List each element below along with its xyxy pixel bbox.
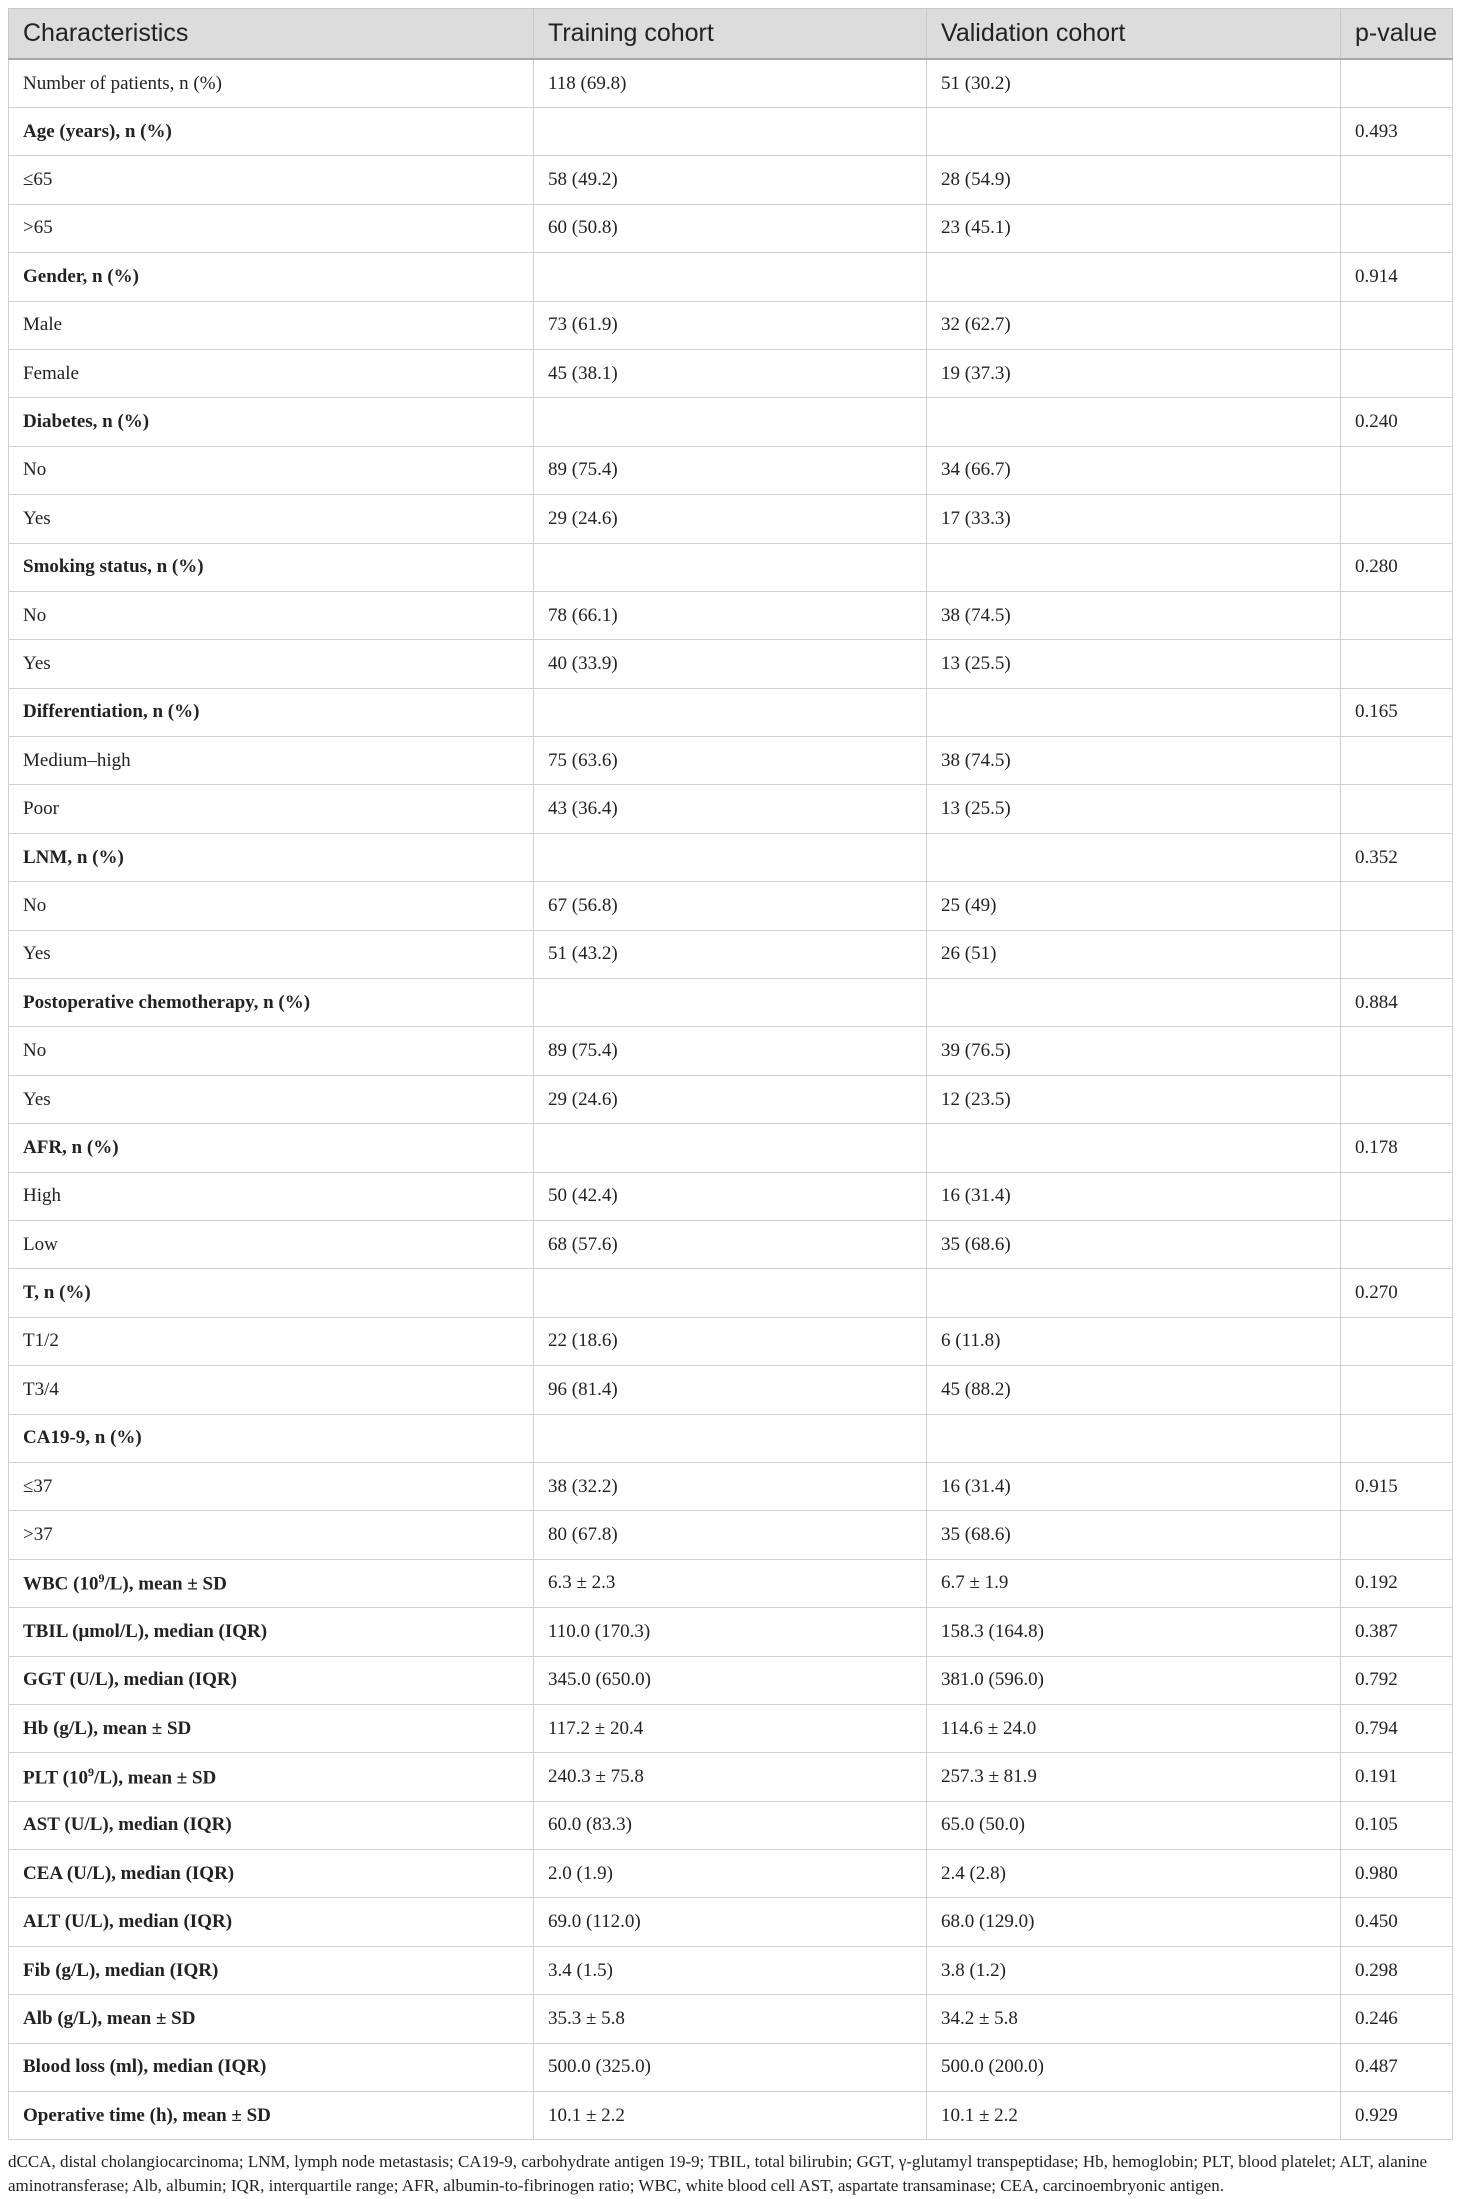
cell-characteristic xyxy=(9,1753,534,1801)
cell-p-value: 0.884 xyxy=(1341,979,1453,1027)
table-row xyxy=(9,301,1453,349)
table-row xyxy=(9,1753,1453,1801)
header-training-cohort: Training cohort xyxy=(534,9,927,60)
cell-validation: 158.3 (164.8) xyxy=(927,1608,1341,1656)
cell-training: 38 (32.2) xyxy=(534,1462,927,1510)
characteristics-table xyxy=(8,8,1453,2140)
table-row xyxy=(9,1462,1453,1510)
cell-characteristic: AFR, n (%) xyxy=(9,1124,534,1172)
cell-training xyxy=(534,1414,927,1462)
table-row xyxy=(9,253,1453,301)
cell-validation: 6 (11.8) xyxy=(927,1317,1341,1365)
cell-p-value xyxy=(1341,156,1453,204)
cell-characteristic: Medium–high xyxy=(9,737,534,785)
cell-training: 96 (81.4) xyxy=(534,1366,927,1414)
cell-validation: 38 (74.5) xyxy=(927,737,1341,785)
cell-p-value: 0.192 xyxy=(1341,1559,1453,1607)
cell-training: 75 (63.6) xyxy=(534,737,927,785)
cell-characteristic: ALT (U/L), median (IQR) xyxy=(9,1898,534,1946)
cell-validation: 114.6 ± 24.0 xyxy=(927,1704,1341,1752)
cell-p-value xyxy=(1341,882,1453,930)
cell-characteristic: Age (years), n (%) xyxy=(9,108,534,156)
cell-p-value: 0.794 xyxy=(1341,1704,1453,1752)
cell-p-value: 0.352 xyxy=(1341,833,1453,881)
cell-characteristic-text-rest: /L), mean ± SD xyxy=(104,1573,227,1595)
cell-p-value xyxy=(1341,737,1453,785)
cell-validation xyxy=(927,688,1341,736)
table-row xyxy=(9,1075,1453,1123)
cell-training xyxy=(534,253,927,301)
cell-p-value: 0.792 xyxy=(1341,1656,1453,1704)
cell-training: 68 (57.6) xyxy=(534,1220,927,1268)
cell-training: 89 (75.4) xyxy=(534,1027,927,1075)
table-row xyxy=(9,979,1453,1027)
cell-characteristic xyxy=(9,1559,534,1607)
cell-validation: 12 (23.5) xyxy=(927,1075,1341,1123)
cell-training: 58 (49.2) xyxy=(534,156,927,204)
table-row xyxy=(9,688,1453,736)
cell-validation: 381.0 (596.0) xyxy=(927,1656,1341,1704)
table-row xyxy=(9,1656,1453,1704)
cell-characteristic-superscript: 9 xyxy=(98,1571,105,1586)
cell-validation: 68.0 (129.0) xyxy=(927,1898,1341,1946)
cell-characteristic: T3/4 xyxy=(9,1366,534,1414)
cell-validation: 51 (30.2) xyxy=(927,59,1341,108)
cell-characteristic-text-rest: /L), mean ± SD xyxy=(93,1767,217,1789)
cell-p-value xyxy=(1341,349,1453,397)
cell-training: 89 (75.4) xyxy=(534,446,927,494)
table-row xyxy=(9,398,1453,446)
cell-p-value: 0.191 xyxy=(1341,1753,1453,1801)
cell-training: 22 (18.6) xyxy=(534,1317,927,1365)
table-row xyxy=(9,156,1453,204)
cell-validation: 500.0 (200.0) xyxy=(927,2043,1341,2091)
header-p-value: p-value xyxy=(1341,9,1453,60)
cell-characteristic: >65 xyxy=(9,204,534,252)
cell-characteristic: Hb (g/L), mean ± SD xyxy=(9,1704,534,1752)
cell-validation: 39 (76.5) xyxy=(927,1027,1341,1075)
table-row xyxy=(9,1220,1453,1268)
cell-characteristic: Blood loss (ml), median (IQR) xyxy=(9,2043,534,2091)
cell-validation: 26 (51) xyxy=(927,930,1341,978)
cell-p-value xyxy=(1341,301,1453,349)
table-row xyxy=(9,2092,1453,2140)
cell-p-value: 0.246 xyxy=(1341,1995,1453,2043)
table-row xyxy=(9,446,1453,494)
cell-characteristic: >37 xyxy=(9,1511,534,1559)
header-validation-cohort: Validation cohort xyxy=(927,9,1341,60)
cell-characteristic: Yes xyxy=(9,930,534,978)
cell-validation: 17 (33.3) xyxy=(927,495,1341,543)
cell-validation xyxy=(927,833,1341,881)
cell-training xyxy=(534,1269,927,1317)
cell-characteristic: No xyxy=(9,1027,534,1075)
cell-training: 60.0 (83.3) xyxy=(534,1801,927,1849)
cell-training xyxy=(534,979,927,1027)
cell-characteristic: Alb (g/L), mean ± SD xyxy=(9,1995,534,2043)
cell-training: 10.1 ± 2.2 xyxy=(534,2092,927,2140)
table-row xyxy=(9,1608,1453,1656)
table-row xyxy=(9,495,1453,543)
cell-characteristic-text: WBC (10 xyxy=(23,1573,99,1595)
table-row xyxy=(9,1850,1453,1898)
table-row xyxy=(9,737,1453,785)
cell-p-value: 0.280 xyxy=(1341,543,1453,591)
cell-p-value: 0.914 xyxy=(1341,253,1453,301)
cell-validation: 25 (49) xyxy=(927,882,1341,930)
document-container xyxy=(8,8,1452,2198)
cell-training: 35.3 ± 5.8 xyxy=(534,1995,927,2043)
cell-characteristic-text: PLT (10 xyxy=(23,1767,88,1789)
cell-p-value xyxy=(1341,1172,1453,1220)
cell-training xyxy=(534,108,927,156)
cell-p-value xyxy=(1341,446,1453,494)
table-row xyxy=(9,640,1453,688)
cell-characteristic: CEA (U/L), median (IQR) xyxy=(9,1850,534,1898)
cell-characteristic-superscript: 9 xyxy=(87,1764,94,1779)
cell-p-value: 0.105 xyxy=(1341,1801,1453,1849)
cell-training xyxy=(534,1124,927,1172)
table-row xyxy=(9,1946,1453,1994)
cell-characteristic: Female xyxy=(9,349,534,397)
cell-characteristic: Low xyxy=(9,1220,534,1268)
cell-p-value xyxy=(1341,495,1453,543)
cell-characteristic: Male xyxy=(9,301,534,349)
table-row xyxy=(9,349,1453,397)
cell-training: 80 (67.8) xyxy=(534,1511,927,1559)
cell-training: 69.0 (112.0) xyxy=(534,1898,927,1946)
cell-p-value: 0.178 xyxy=(1341,1124,1453,1172)
cell-p-value xyxy=(1341,1075,1453,1123)
cell-characteristic: High xyxy=(9,1172,534,1220)
header-row xyxy=(9,9,1453,60)
cell-training: 51 (43.2) xyxy=(534,930,927,978)
table-body xyxy=(9,59,1453,2140)
cell-validation xyxy=(927,543,1341,591)
table-row xyxy=(9,1414,1453,1462)
cell-p-value: 0.165 xyxy=(1341,688,1453,736)
cell-p-value: 0.298 xyxy=(1341,1946,1453,1994)
cell-validation: 10.1 ± 2.2 xyxy=(927,2092,1341,2140)
table-row xyxy=(9,930,1453,978)
cell-validation: 16 (31.4) xyxy=(927,1172,1341,1220)
cell-training: 110.0 (170.3) xyxy=(534,1608,927,1656)
table-row xyxy=(9,1124,1453,1172)
cell-validation: 28 (54.9) xyxy=(927,156,1341,204)
cell-training xyxy=(534,833,927,881)
table-row xyxy=(9,1995,1453,2043)
cell-validation: 34 (66.7) xyxy=(927,446,1341,494)
cell-training: 6.3 ± 2.3 xyxy=(534,1559,927,1607)
cell-training: 29 (24.6) xyxy=(534,1075,927,1123)
cell-training: 2.0 (1.9) xyxy=(534,1850,927,1898)
cell-p-value: 0.980 xyxy=(1341,1850,1453,1898)
cell-validation: 23 (45.1) xyxy=(927,204,1341,252)
cell-p-value: 0.915 xyxy=(1341,1462,1453,1510)
cell-p-value: 0.493 xyxy=(1341,108,1453,156)
cell-characteristic: GGT (U/L), median (IQR) xyxy=(9,1656,534,1704)
cell-characteristic: Operative time (h), mean ± SD xyxy=(9,2092,534,2140)
cell-characteristic: No xyxy=(9,446,534,494)
cell-characteristic: Poor xyxy=(9,785,534,833)
table-row xyxy=(9,833,1453,881)
cell-p-value: 0.240 xyxy=(1341,398,1453,446)
cell-p-value xyxy=(1341,1027,1453,1075)
cell-p-value xyxy=(1341,591,1453,639)
table-row xyxy=(9,1801,1453,1849)
cell-validation: 257.3 ± 81.9 xyxy=(927,1753,1341,1801)
cell-p-value xyxy=(1341,1220,1453,1268)
cell-validation: 38 (74.5) xyxy=(927,591,1341,639)
cell-characteristic: AST (U/L), median (IQR) xyxy=(9,1801,534,1849)
cell-characteristic: ≤65 xyxy=(9,156,534,204)
cell-characteristic: Postoperative chemotherapy, n (%) xyxy=(9,979,534,1027)
cell-training: 43 (36.4) xyxy=(534,785,927,833)
table-footnote: dCCA, distal cholangiocarcinoma; LNM, lymph node metastasis; CA19-9, carbohydrate antigen 19-9; TBIL, total bilirubin; GGT, γ-glutamyl transpeptidase; Hb, hemoglobin; PLT, blood platelet; ALT, alanine aminotransferase; Alb, albumin; IQR, interquartile range; AFR, albumin-to-fibrinogen ratio; WBC, white blood cell AST, aspartate transaminase; CEA, carcinoembryonic antigen. xyxy=(8,2152,1428,2196)
cell-training: 118 (69.8) xyxy=(534,59,927,108)
table-row xyxy=(9,2043,1453,2091)
table-row xyxy=(9,1898,1453,1946)
cell-training: 3.4 (1.5) xyxy=(534,1946,927,1994)
cell-validation: 19 (37.3) xyxy=(927,349,1341,397)
table-row xyxy=(9,1027,1453,1075)
cell-p-value: 0.487 xyxy=(1341,2043,1453,2091)
cell-characteristic: No xyxy=(9,882,534,930)
cell-p-value: 0.270 xyxy=(1341,1269,1453,1317)
cell-training xyxy=(534,543,927,591)
header-characteristics: Characteristics xyxy=(9,9,534,60)
cell-p-value xyxy=(1341,1414,1453,1462)
cell-validation xyxy=(927,1124,1341,1172)
cell-validation: 13 (25.5) xyxy=(927,640,1341,688)
cell-characteristic: Gender, n (%) xyxy=(9,253,534,301)
cell-p-value: 0.387 xyxy=(1341,1608,1453,1656)
cell-training: 117.2 ± 20.4 xyxy=(534,1704,927,1752)
cell-p-value xyxy=(1341,785,1453,833)
cell-training: 73 (61.9) xyxy=(534,301,927,349)
table-row xyxy=(9,591,1453,639)
cell-validation: 65.0 (50.0) xyxy=(927,1801,1341,1849)
cell-validation: 13 (25.5) xyxy=(927,785,1341,833)
table-row xyxy=(9,1559,1453,1607)
cell-validation xyxy=(927,108,1341,156)
cell-training: 45 (38.1) xyxy=(534,349,927,397)
cell-characteristic: Differentiation, n (%) xyxy=(9,688,534,736)
cell-validation: 6.7 ± 1.9 xyxy=(927,1559,1341,1607)
table-row xyxy=(9,785,1453,833)
cell-characteristic: LNM, n (%) xyxy=(9,833,534,881)
table-header xyxy=(9,9,1453,60)
cell-training: 29 (24.6) xyxy=(534,495,927,543)
cell-validation xyxy=(927,1414,1341,1462)
table-row xyxy=(9,1317,1453,1365)
cell-characteristic: Diabetes, n (%) xyxy=(9,398,534,446)
table-row xyxy=(9,882,1453,930)
cell-p-value xyxy=(1341,1366,1453,1414)
cell-validation xyxy=(927,398,1341,446)
table-row xyxy=(9,1269,1453,1317)
cell-validation: 32 (62.7) xyxy=(927,301,1341,349)
table-row xyxy=(9,1704,1453,1752)
table-row xyxy=(9,1366,1453,1414)
cell-training: 240.3 ± 75.8 xyxy=(534,1753,927,1801)
cell-characteristic: Smoking status, n (%) xyxy=(9,543,534,591)
table-row xyxy=(9,1511,1453,1559)
cell-validation: 2.4 (2.8) xyxy=(927,1850,1341,1898)
table-row xyxy=(9,59,1453,108)
cell-p-value xyxy=(1341,59,1453,108)
cell-characteristic: CA19-9, n (%) xyxy=(9,1414,534,1462)
cell-p-value xyxy=(1341,1317,1453,1365)
cell-training: 40 (33.9) xyxy=(534,640,927,688)
table-row xyxy=(9,1172,1453,1220)
cell-p-value: 0.929 xyxy=(1341,2092,1453,2140)
cell-training xyxy=(534,688,927,736)
cell-p-value xyxy=(1341,930,1453,978)
cell-validation: 35 (68.6) xyxy=(927,1220,1341,1268)
cell-training: 60 (50.8) xyxy=(534,204,927,252)
cell-characteristic: T1/2 xyxy=(9,1317,534,1365)
cell-characteristic: T, n (%) xyxy=(9,1269,534,1317)
cell-training: 500.0 (325.0) xyxy=(534,2043,927,2091)
cell-characteristic: ≤37 xyxy=(9,1462,534,1510)
cell-training: 67 (56.8) xyxy=(534,882,927,930)
cell-p-value xyxy=(1341,640,1453,688)
cell-validation: 34.2 ± 5.8 xyxy=(927,1995,1341,2043)
cell-training: 78 (66.1) xyxy=(534,591,927,639)
cell-training: 50 (42.4) xyxy=(534,1172,927,1220)
table-row xyxy=(9,108,1453,156)
cell-validation: 45 (88.2) xyxy=(927,1366,1341,1414)
cell-characteristic: Fib (g/L), median (IQR) xyxy=(9,1946,534,1994)
cell-p-value xyxy=(1341,204,1453,252)
table-row xyxy=(9,204,1453,252)
cell-characteristic: No xyxy=(9,591,534,639)
cell-p-value: 0.450 xyxy=(1341,1898,1453,1946)
cell-training: 345.0 (650.0) xyxy=(534,1656,927,1704)
cell-validation: 16 (31.4) xyxy=(927,1462,1341,1510)
table-row xyxy=(9,543,1453,591)
cell-training xyxy=(534,398,927,446)
cell-characteristic: Number of patients, n (%) xyxy=(9,59,534,108)
cell-characteristic: Yes xyxy=(9,640,534,688)
cell-validation: 3.8 (1.2) xyxy=(927,1946,1341,1994)
cell-characteristic: Yes xyxy=(9,1075,534,1123)
cell-validation: 35 (68.6) xyxy=(927,1511,1341,1559)
cell-characteristic: TBIL (μmol/L), median (IQR) xyxy=(9,1608,534,1656)
cell-p-value xyxy=(1341,1511,1453,1559)
cell-characteristic: Yes xyxy=(9,495,534,543)
cell-validation xyxy=(927,253,1341,301)
cell-validation xyxy=(927,979,1341,1027)
cell-validation xyxy=(927,1269,1341,1317)
